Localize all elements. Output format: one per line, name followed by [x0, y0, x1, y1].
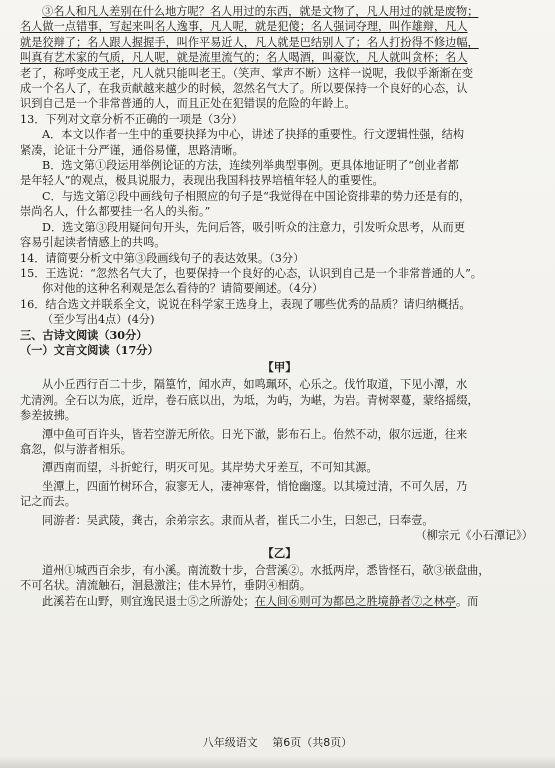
- question-14: 14．请简要分析文中第③段画线句子的表达效果。（3分）: [20, 251, 305, 265]
- subsection-heading: （一）文言文阅读（17分）: [20, 342, 159, 357]
- option-c: C．与选文第②段中画线句子相照应的句子是“我觉得在中国论资排辈的势力还是有的，: [42, 189, 471, 203]
- question-13: [20, 112, 539, 251]
- question-16: [20, 297, 539, 328]
- question-stem: 15．王选说：“忽然名气大了，也要保持一个良好的心态，认识到自己是一个非常普通的人”。: [20, 266, 482, 280]
- option-d: D．选文第③段用疑问句开头，先问后答，吸引听众的注意力，引发听众思考，从而更: [42, 220, 465, 234]
- option-c-cont: 崇尚名人，什么都要挂一名人的头衔。”: [20, 205, 211, 219]
- question-stem-cont: 你对他的这种名利观是怎么看待的？请简要阐述。（4分）: [42, 282, 324, 296]
- passage-line: 就是狡辩了；名人跟人握握手，叫作平易近人，凡人就是巴结别人了；名人打扮得不修边幅，: [20, 35, 479, 49]
- classical-line: 同游者：吴武陵，龚古，余弟宗玄。隶而从者，崔氏二小生，曰恕己，曰奉壹。: [42, 513, 434, 527]
- question-stem: 16．结合选文并联系全文，说说在科学家王选身上，表现了哪些优秀的品质？请归纳概括。: [20, 297, 471, 311]
- option-a: A．本文以作者一生中的重要抉择为中心，讲述了抉择的重要性。行文逻辑性强，结构: [42, 128, 465, 142]
- text-title: 【乙】: [262, 546, 297, 560]
- option-b: B．选文第①段运用举例论证的方法，连续列举典型事例。更具体地证明了“创业者都: [42, 159, 459, 173]
- classical-line: 潭西南而望，斗折蛇行，明灭可见。其岸势犬牙差互，不可知其源。: [42, 461, 378, 475]
- question-15: [20, 266, 539, 297]
- option-b-cont: 是年轻人”的观点，极具说服力，表现出我国科技界培植年轻人的重要性。: [20, 174, 384, 188]
- classical-line: 不可名状。清流触石，洄悬激注；佳木异竹，垂阴④相荫。: [20, 579, 311, 593]
- page-footer: 八年级语文 第6页（共8页）: [202, 736, 353, 749]
- text-yi: [20, 544, 539, 609]
- underlined-sentence: 在人间⑥则可为都邑之胜境静者⑦之林亭: [254, 594, 456, 608]
- passage-line: 名人做一点错事，写起来叫名人逸事，凡人呢，就是犯傻；名人强词夺理，叫作雄辩，凡人: [20, 20, 468, 34]
- classical-line: 道州①城西百余步，有小溪。南流数十步，合营溪②。水抵两岸，悉皆怪石，欹③嵌盘曲，: [42, 564, 490, 577]
- text-title: 【甲】: [262, 360, 297, 375]
- classical-line: 尤清洌。全石以为底，近岸，卷石底以出，为坻，为屿，为嵁，为岩。青树翠蔓，蒙络摇缀，: [20, 393, 479, 407]
- classical-line: 从小丘西行百二十步，隔篁竹，闻水声，如鸣珮环，心乐之。伐竹取道，下见小潭，水: [42, 378, 468, 392]
- passage-line: 叫真有艺术家的气质，凡人呢，就是流里流气的；名人喝酒，叫豪饮，凡人就叫贪杯；名人: [20, 51, 468, 65]
- passage-paragraph-3: [20, 4, 539, 112]
- passage-line: 识到自己是一个非常普通的人，而且正处在犯错误的危险的年龄上。: [20, 97, 356, 111]
- classical-line: 参差披拂。: [20, 409, 76, 423]
- passage-line: 成一个名人了，在我贡献越来越少的时候，忽然名气大了。所以要保持一个良好的心态，认: [20, 82, 468, 96]
- classical-line: [20, 594, 539, 609]
- classical-line: 坐潭上，四面竹树环合，寂寥无人，凄神寒骨，悄怆幽邃。以其境过清，不可久居，乃: [42, 479, 468, 493]
- classical-text: 此溪若在山野，则宜逸民退士⑤之所游处；: [42, 594, 255, 608]
- passage-line: 老了，称呼变成王老，凡人就只能叫老王。（笑声、掌声不断）这样一说呢，我似乎渐渐在变: [20, 66, 474, 80]
- question-stem-cont: （至少写出4点）(4分): [42, 313, 155, 327]
- classical-line: 翕忽，似与游者相乐。: [20, 442, 132, 456]
- option-a-cont: 紧凑，论证十分严谨，通俗易懂，思路清晰。: [20, 143, 244, 157]
- question-stem: 13．下列对文章分析不正确的一项是（3分）: [20, 112, 243, 126]
- section-heading: 三、古诗文阅读（30分）: [20, 327, 148, 342]
- classical-line: 记之而去。: [20, 495, 76, 509]
- classical-text: 。而: [455, 594, 479, 608]
- text-jia: [20, 358, 539, 544]
- text-source: （柳宗元《小石潭记》）: [415, 529, 533, 542]
- classical-line: 潭中鱼可百许头，皆若空游无所依。日光下澈，影布石上。佁然不动，俶尔远逝，往来: [42, 427, 468, 441]
- option-d-cont: 容易引起读者情感上的共鸣。: [20, 236, 166, 250]
- passage-line: ③名人和凡人差别在什么地方呢？名人用过的东西，就是文物了，凡人用过的就是废物；: [42, 5, 479, 18]
